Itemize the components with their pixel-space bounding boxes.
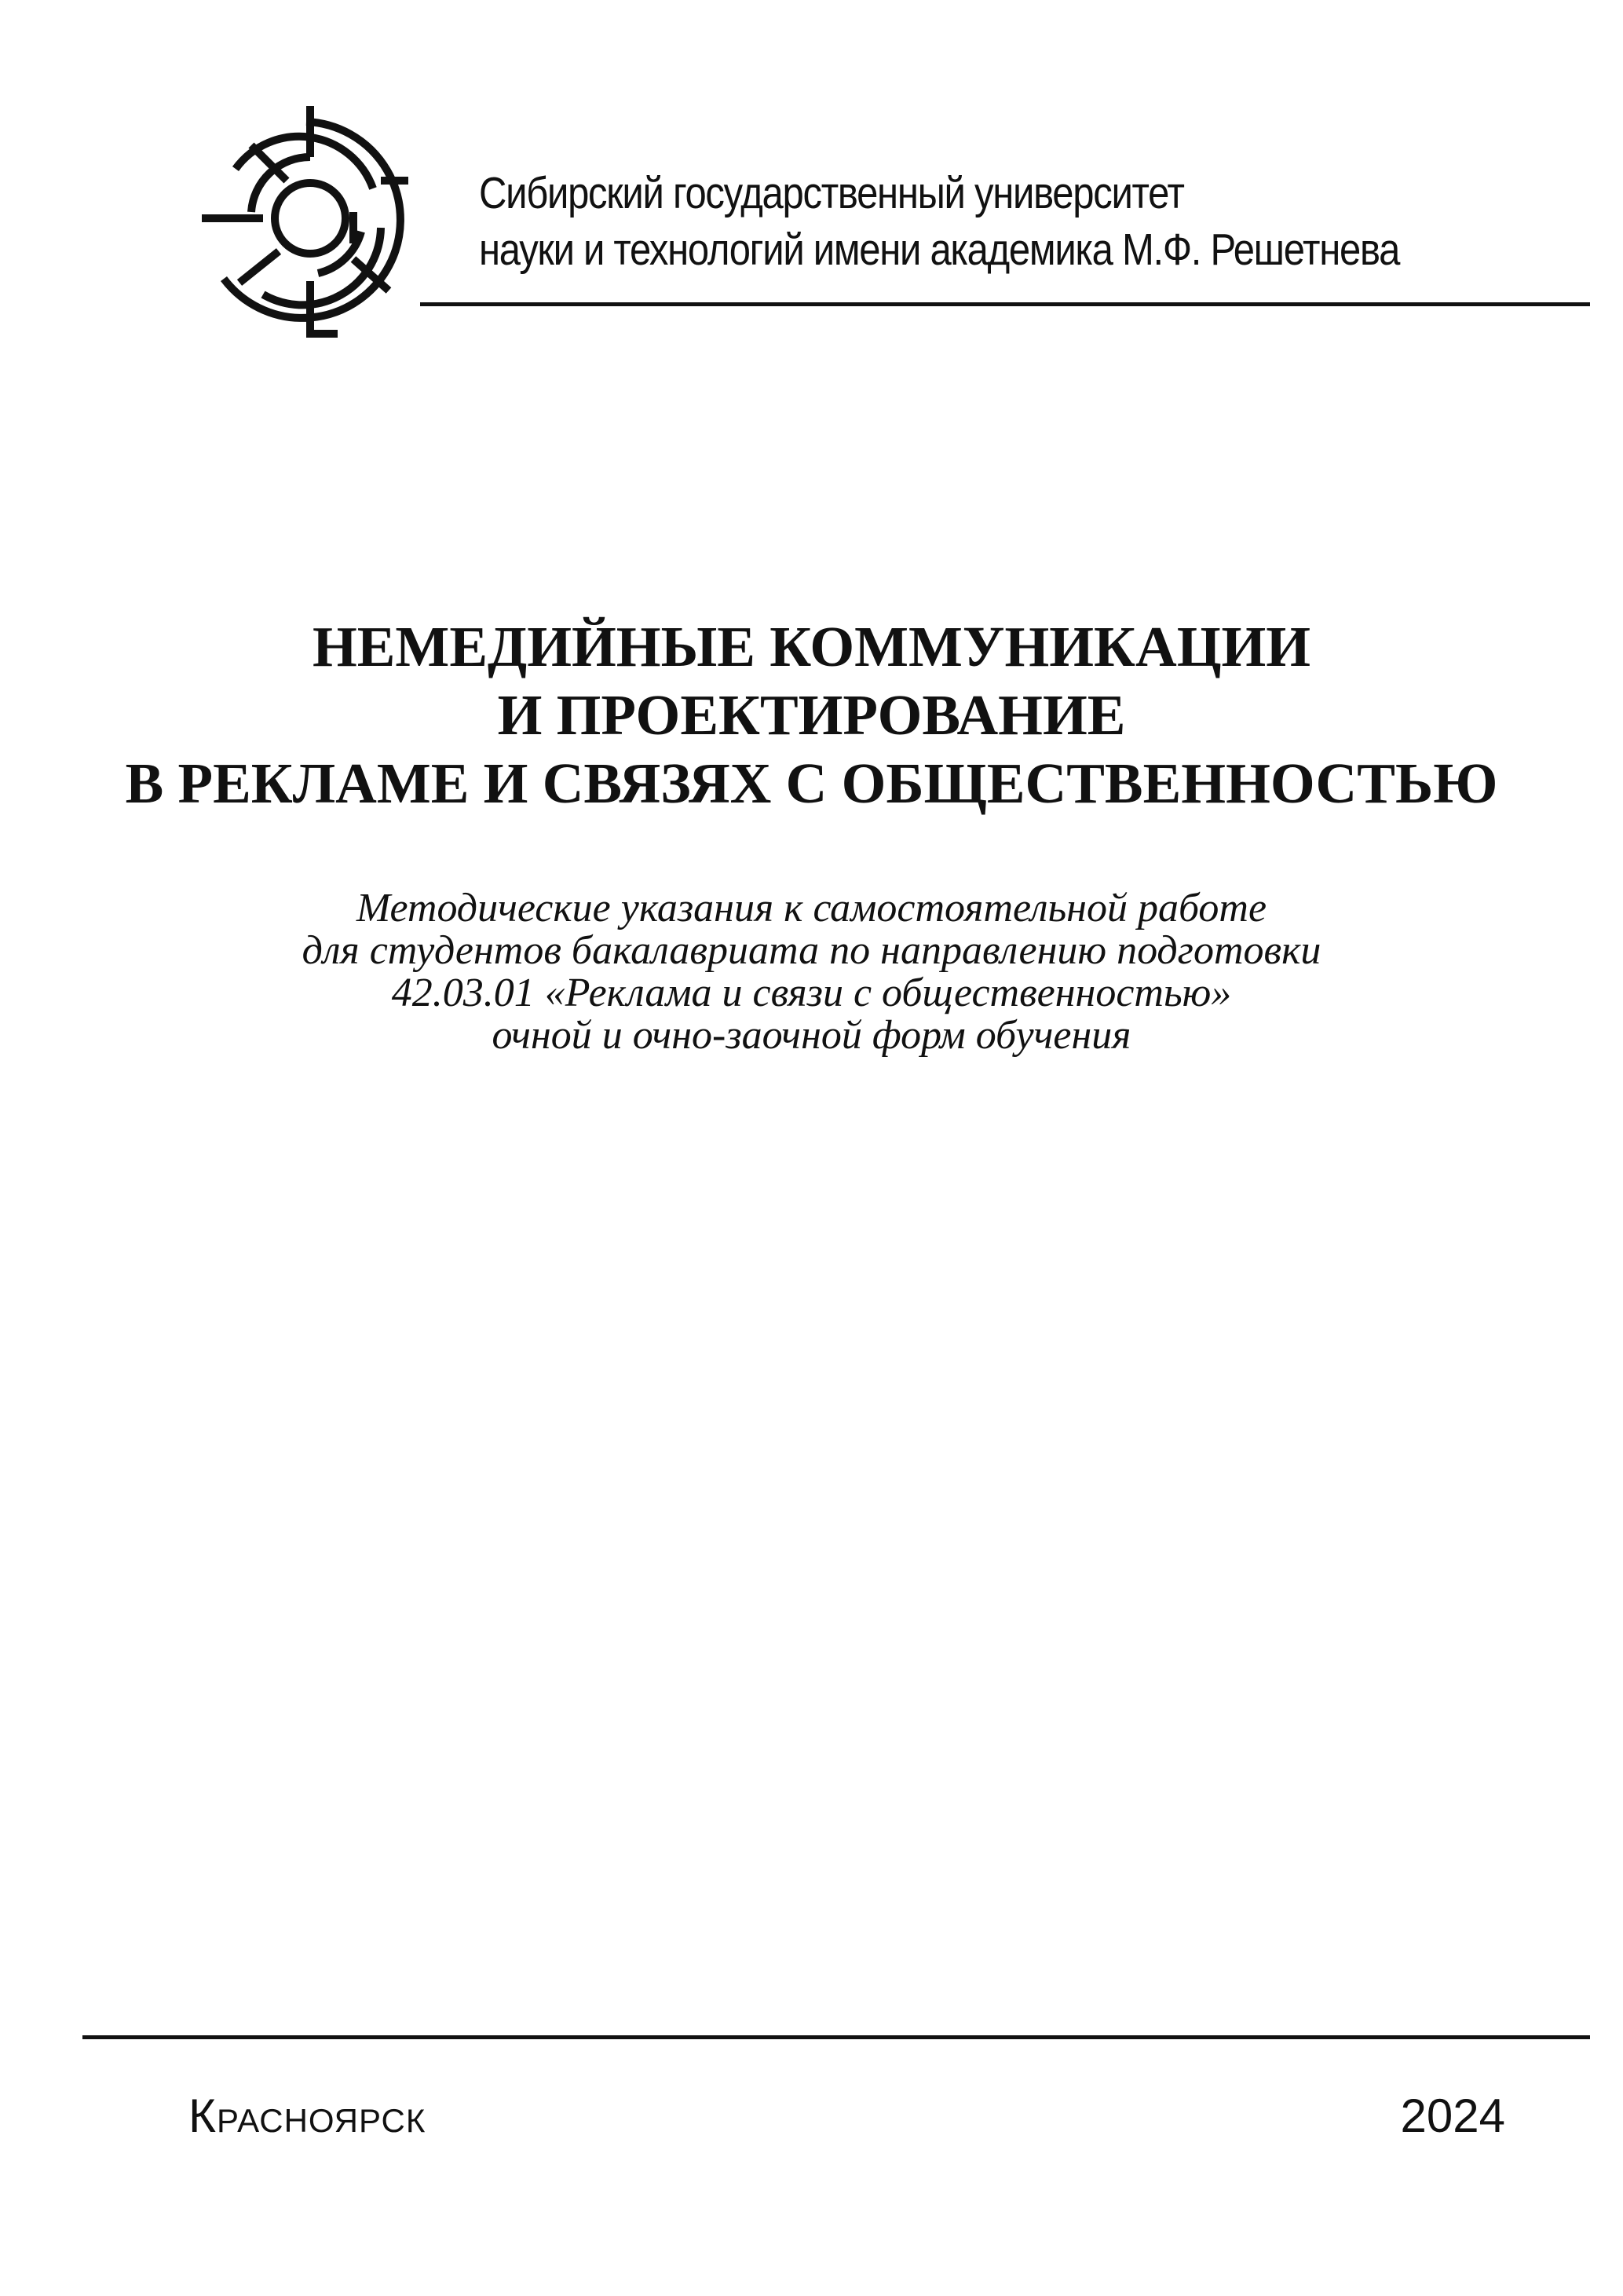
publication-city: Красноярск [188,2089,426,2142]
title-line-3: В РЕКЛАМЕ И СВЯЗЯХ С ОБЩЕСТВЕННОСТЬЮ [125,751,1498,815]
title-line-1: НЕМЕДИЙНЫЕ КОММУНИКАЦИИ [312,615,1311,678]
header-divider [420,302,1590,306]
university-name-line-1: Сибирский государственный университет [479,168,1184,218]
subtitle-line-2: для студентов бакалавриата по направлению подготовки [302,928,1321,973]
university-emblem-icon [192,94,420,345]
footer-divider [82,2035,1590,2039]
subtitle-line-4: очной и очно-заочной форм обучения [492,1013,1131,1058]
publication-year: 2024 [1400,2089,1505,2142]
university-name-line-2: науки и технологий имени академика М.Ф. Решетнева [479,225,1400,275]
subtitle-line-3: 42.03.01 «Реклама и связи с общественностью» [391,971,1232,1015]
subtitle-line-1: Методические указания к самостоятельной работе [356,886,1267,930]
document-title [0,612,1623,817]
university-name [479,165,1399,278]
document-header [192,94,1590,345]
document-subtitle [0,887,1623,1057]
title-line-2: И ПРОЕКТИРОВАНИЕ [497,683,1126,747]
